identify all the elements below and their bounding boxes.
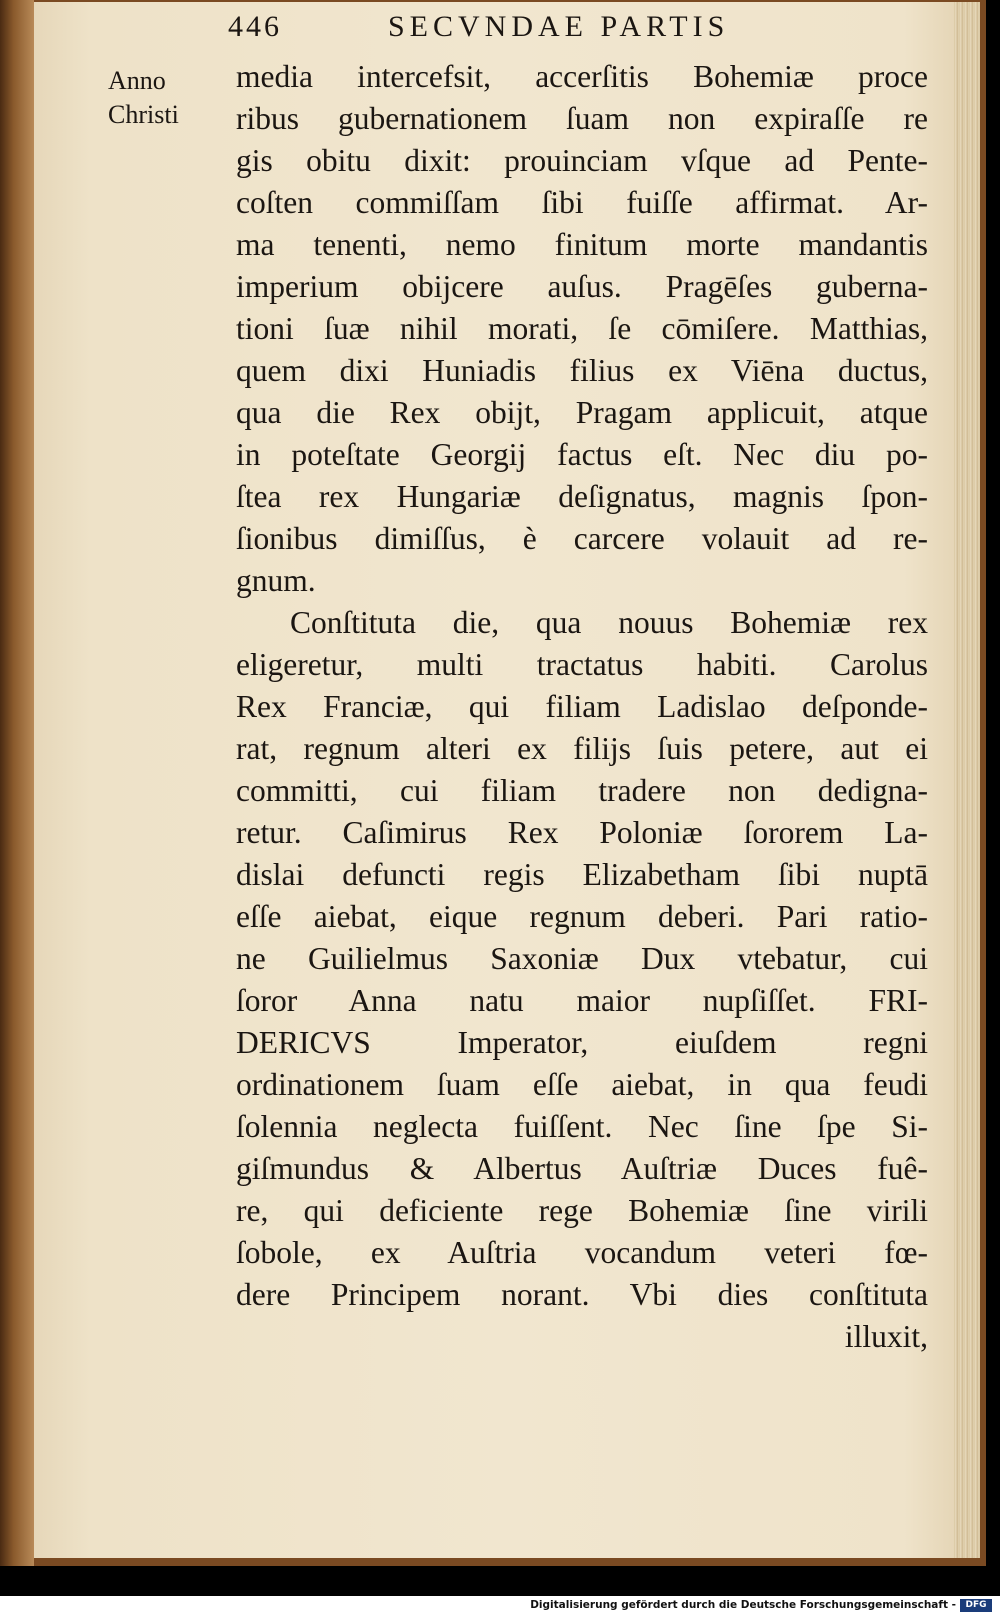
catchword: illuxit, [844,1319,928,1354]
text-line: ribus gubernationem ſuam non expiraſſe re [236,101,928,136]
text-line: giſmundus & Albertus Auſtriæ Duces fuê- [236,1151,928,1186]
running-head [228,10,928,50]
margin-note-line: Anno [108,66,166,95]
page-number: 446 [228,10,282,43]
text-line: ſtea rex Hungariæ deſignatus, magnis ſpon- [236,479,928,514]
text-line: rat, regnum alteri ex filijs ſuis petere, aut ei [236,731,928,766]
binding-shadow [0,0,34,1566]
margin-note [108,64,208,132]
margin-note-line: Christi [108,100,179,129]
dfg-logo: DFG [960,1599,992,1612]
text-line: re, qui deficiente rege Bohemiæ ſine virili [236,1193,928,1228]
text-line: dislai defuncti regis Elizabetham ſibi nuptā [236,857,928,892]
text-line: dere Principem norant. Vbi dies conſtituta [236,1277,928,1312]
text-line: Rex Franciæ, qui filiam Ladislao deſponde- [236,689,928,724]
funding-credit: Digitalisierung gefördert durch die Deutsche Forschungsgemeinschaft - [530,1599,956,1611]
text-line: eligeretur, multi tractatus habiti. Carolus [236,647,928,682]
page-fore-edge [954,2,980,1558]
text-line: gnum. [236,563,316,598]
text-line: ſoror Anna natu maior nupſiſſet. FRI- [236,983,928,1018]
text-line: ſobole, ex Auſtria vocandum veteri fœ- [236,1235,928,1270]
text-line: committi, cui filiam tradere non dedigna- [236,773,928,808]
text-line: ſolennia neglecta fuiſſent. Nec ſine ſpe Si- [236,1109,928,1144]
text-line: DERICVS Imperator, eiuſdem regni [236,1025,928,1060]
text-line: ordinationem ſuam eſſe aiebat, in qua feudi [236,1067,928,1102]
text-line: tioni ſuæ nihil morati, ſe cōmiſere. Matthias, [236,311,928,346]
text-line: ſionibus dimiſſus, è carcere volauit ad re- [236,521,928,556]
body-text [236,56,928,1358]
text-line: quem dixi Huniadis filius ex Viēna ductus, [236,353,928,388]
text-line: retur. Caſimirus Rex Poloniæ ſororem La- [236,815,928,850]
text-line: qua die Rex obijt, Pragam applicuit, atque [236,395,928,430]
text-line: media intercefsit, accerſitis Bohemiæ proce [236,59,928,94]
text-line: imperium obijcere auſus. Pragēſes guberna- [236,269,928,304]
text-line: in poteſtate Georgij factus eſt. Nec diu po- [236,437,928,472]
text-line: ne Guilielmus Saxoniæ Dux vtebatur, cui [236,941,928,976]
text-line: coſten commiſſam ſibi fuiſſe affirmat. Ar- [236,185,928,220]
text-line: ma tenenti, nemo finitum morte mandantis [236,227,928,262]
paragraph-start-line: Conſtituta die, qua nouus Bohemiæ rex [290,605,928,640]
text-line: eſſe aiebat, eique regnum deberi. Pari ratio- [236,899,928,934]
text-line: gis obitu dixit: prouinciam vſque ad Pente- [236,143,928,178]
running-title: SECVNDAE PARTIS [388,10,730,43]
